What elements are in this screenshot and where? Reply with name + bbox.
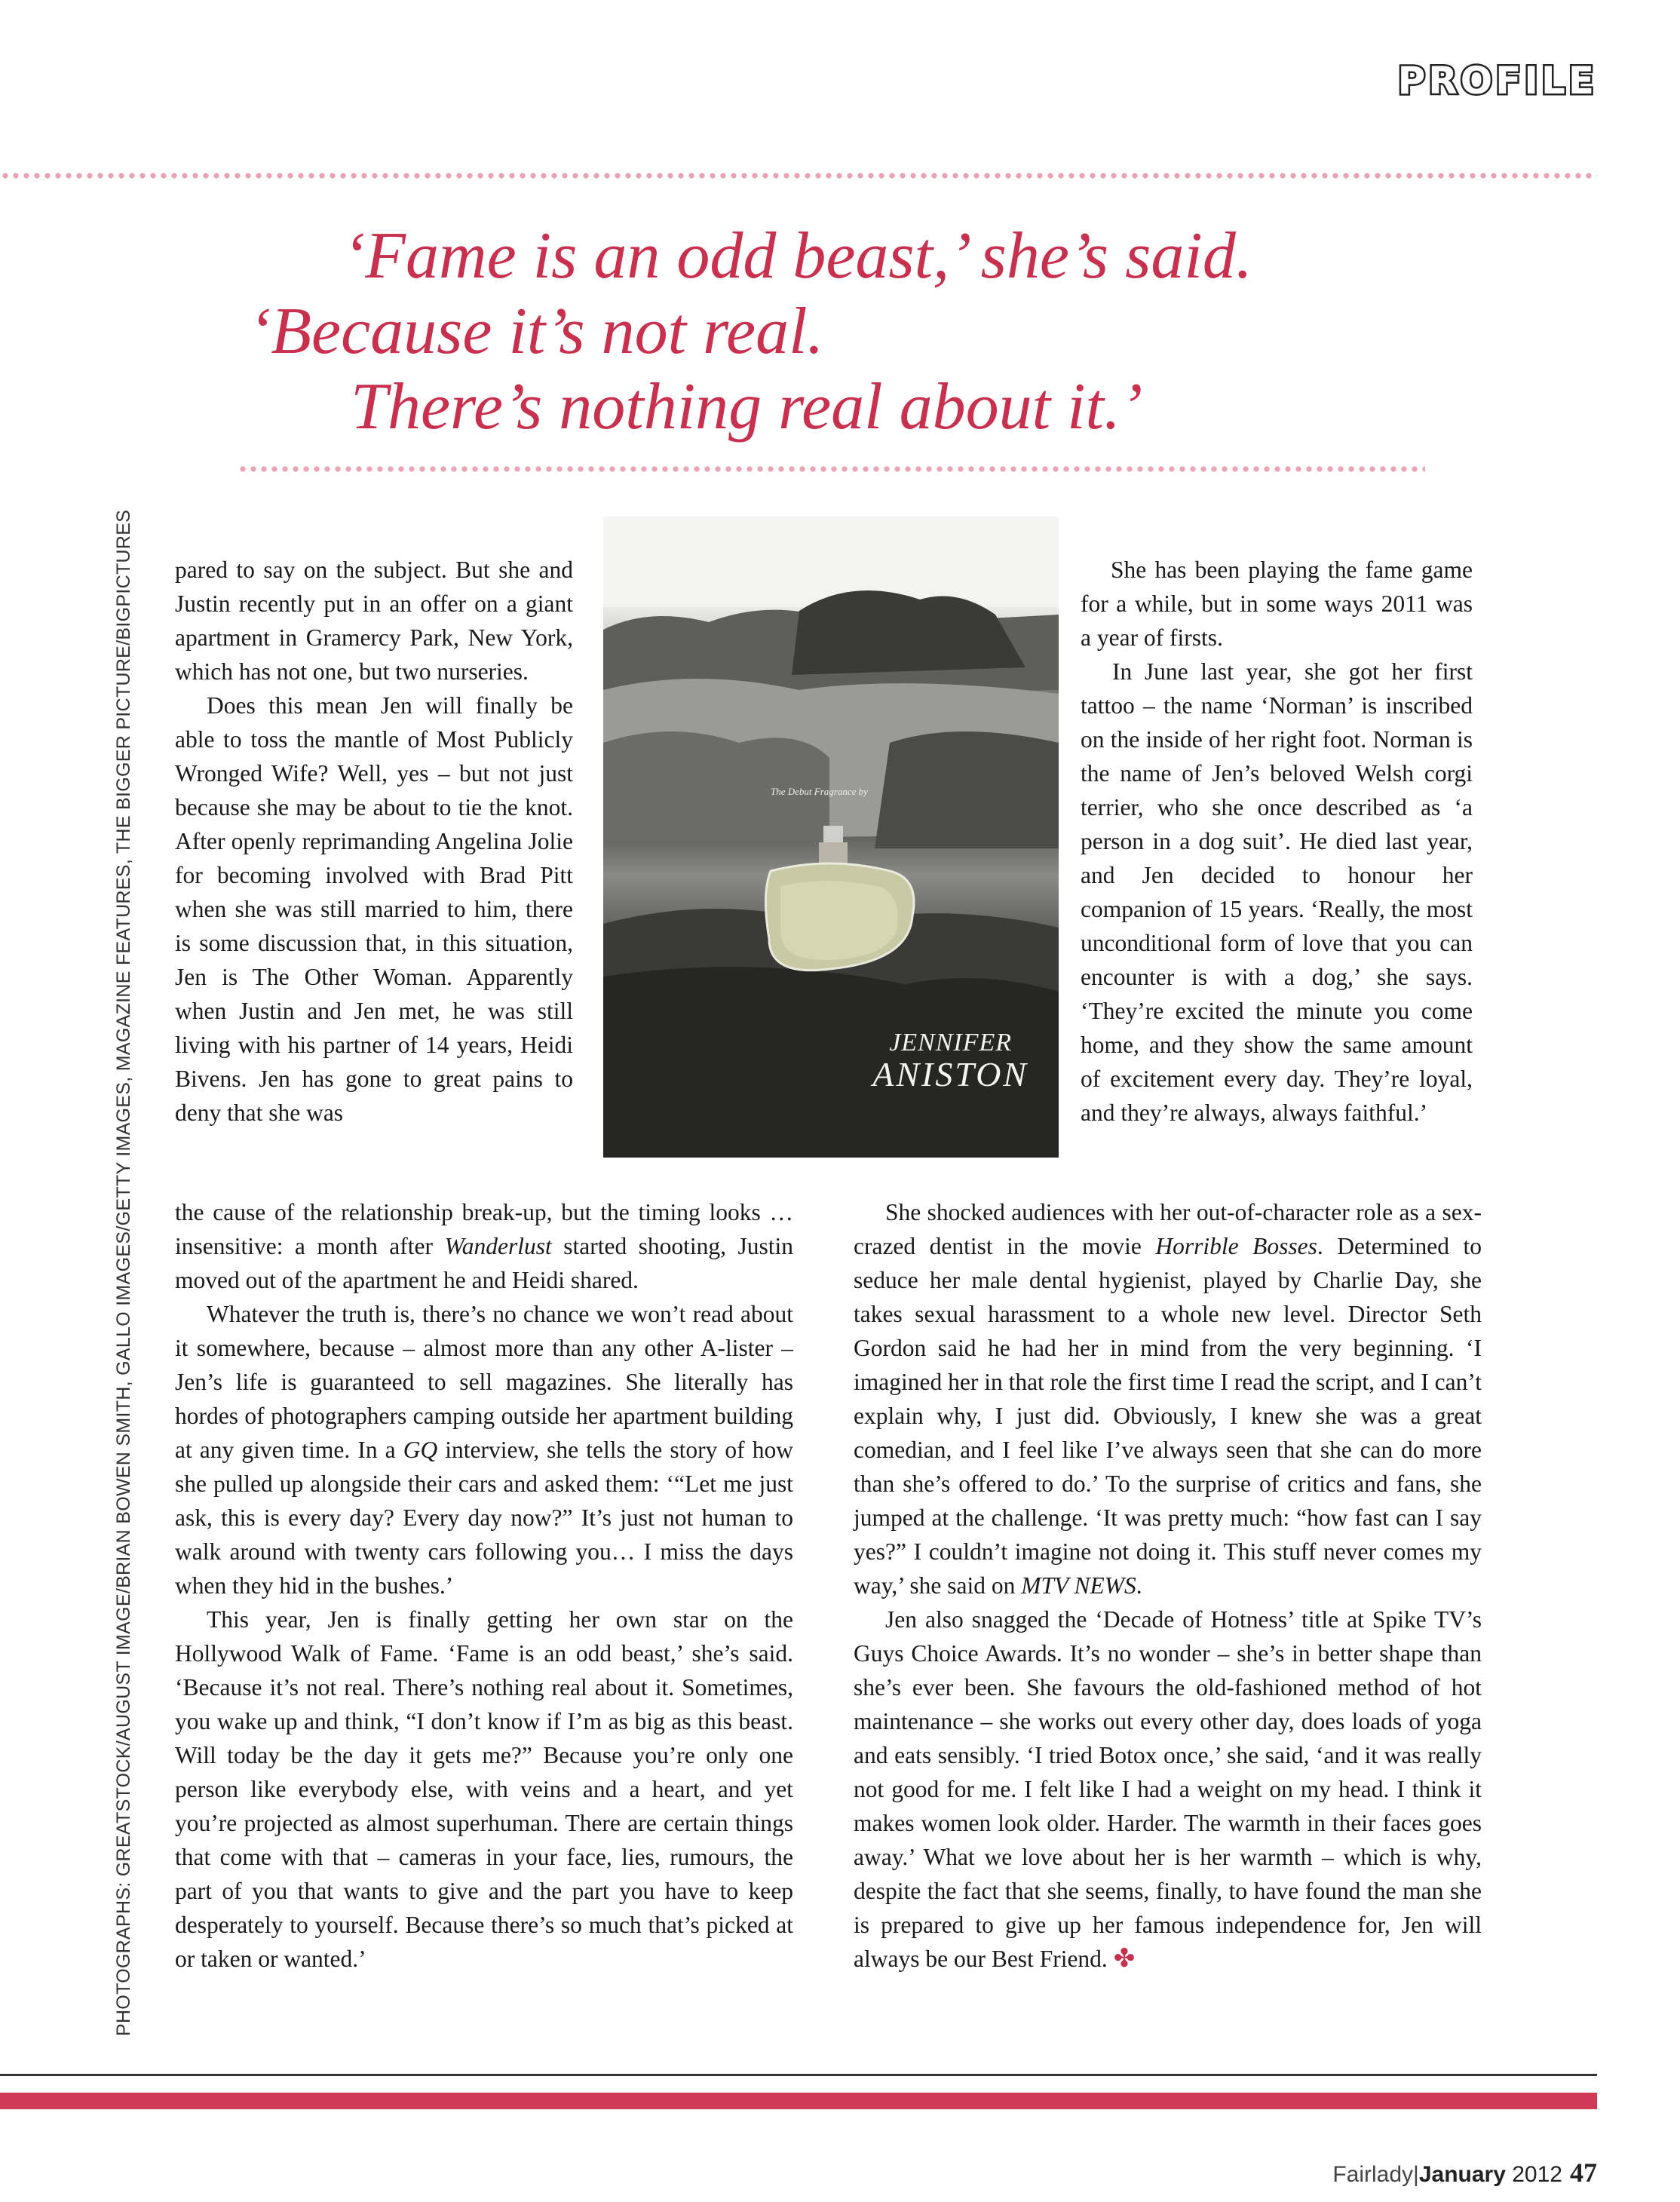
- page-footer: [1332, 2157, 1597, 2188]
- paragraph: pared to say on the subject. But she and Justin recently put in an offer on a giant apartment in Gramercy Park, New York, which has not one, but two nurseries.: [175, 557, 573, 685]
- left-column-top: [175, 553, 573, 1130]
- magazine-name: Fairlady: [1332, 2162, 1414, 2187]
- paragraph: Does this mean Jen will finally be able to toss the mantle of Most Publicly Wronged Wife? Well, yes – but not just because she may be about to tie the knot. After openly reprimanding Angelina Jolie for becoming involved with Brad Pitt when she was still married to him, there is some discussion that, in this situation, Jen is The Other Woman. Apparently when Justin and Jen met, he was still living with his partner of 14 years, Heidi Bivens. Jen has gone to great pains to deny that she was: [175, 692, 573, 1126]
- page-number: 47: [1570, 2158, 1597, 2188]
- end-mark-icon: ✤: [1113, 1945, 1136, 1973]
- paragraph: This year, Jen is finally getting her own star on the Hollywood Walk of Fame. ‘Fame is an odd beast,’ she’s said. ‘Because it’s not real. There’s nothing real about it. Sometimes, you wake up and think, “I don’t know if I’m as big as this beast. Will today be the day it gets me?” Because you’re only one person like everybody else, with veins and a heart, and yet you’re projected as almost superhuman. There are certain things that come with that – cameras in your face, lies, rumours, the part of you that wants to give and the part you have to keep desperately to yourself. Because there’s so much that’s picked at or taken or wanted.’: [175, 1606, 793, 1972]
- top-dotted-rule: [0, 172, 1597, 179]
- outlet-name: MTV NEWS: [1021, 1572, 1136, 1599]
- pull-quote-line-3: There’s nothing real about it.’: [351, 370, 1143, 443]
- left-column-bottom: [175, 1195, 793, 1976]
- paragraph: Whatever the truth is, there’s no chance we won’t read about it somewhere, because – almost more than any other A-lister – Jen’s life is guaranteed to sell magazines. She literally has hordes of photographers camping outside her apartment building at any given time. In a GQ interview, she tells the story of how she pulled up alongside their cars and asked them: ‘“Let me just ask, this is every day? Every day now?” It’s just not human to walk around with twenty cars following you… I miss the days when they hid in the bushes.’: [175, 1301, 793, 1599]
- footer-separator: |: [1413, 2162, 1419, 2187]
- paragraph: Jen also snagged the ‘Decade of Hotness’ title at Spike TV’s Guys Choice Awards. It’s no wonder – she’s in better shape than she’s ever been. She favours the old-fashioned method of hot maintenance – she works out every other day, does loads of yoga and eats sensibly. ‘I tried Botox once,’ she said, ‘and it was really not good for me. I felt like I had a weight on my head. I think it makes women look older. Harder. The warmth in their faces goes away.’ What we love about her is her warmth – which is why, despite the fact that she seems, finally, to have found the man she is prepared to give up her famous independence for, Jen will always be our Best Friend. ✤: [854, 1606, 1482, 1973]
- ad-tagline: The Debut Fragrance by: [771, 786, 868, 797]
- brand-line-2: ANISTON: [872, 1055, 1029, 1093]
- pull-quote-line-1: ‘Fame is an odd beast,’ she’s said.: [343, 219, 1252, 293]
- film-title: Horrible Bosses: [1155, 1233, 1317, 1259]
- paragraph: In June last year, she got her first tattoo – the name ‘Norman’ is inscribed on the inside of her right foot. Norman is the name of Jen’s beloved Welsh corgi terrier, who she once described as ‘a person in a dog suit’. He died last year, and Jen decided to honour her companion of 15 years. ‘Really, the most unconditional form of love that you can encounter is with a dog,’ she says. ‘They’re excited the minute you come home, and they show the same amount of excitement every day. They’re loyal, and they’re always, always faithful.’: [1081, 658, 1473, 1126]
- footer-rule-thin: [0, 2074, 1597, 2076]
- pull-quote-dotted-rule: [238, 465, 1425, 473]
- magazine-title: GQ: [403, 1437, 438, 1463]
- footer-rule-red: [0, 2093, 1597, 2109]
- ad-brand-name: [872, 1029, 1029, 1093]
- film-title: Wanderlust: [444, 1233, 552, 1259]
- pull-quote-line-2: ‘Because it’s not real.: [249, 295, 824, 368]
- issue-month: January: [1418, 2162, 1506, 2187]
- right-column-top: [1081, 553, 1473, 1130]
- right-column-bottom: [854, 1195, 1482, 1976]
- paragraph: the cause of the relationship break-up, but the timing looks … insensitive: a month after Wanderlust started shooting, Justin moved out of the apartment he and Heidi shared.: [175, 1199, 793, 1293]
- issue-year: 2012: [1512, 2162, 1562, 2187]
- brand-line-1: JENNIFER: [889, 1029, 1013, 1057]
- pull-quote: [226, 219, 1433, 445]
- paragraph: She shocked audiences with her out-of-character role as a sex-crazed dentist in the movie Horrible Bosses. Determined to seduce her male dental hygienist, played by Charlie Day, she takes sexual harassment to a whole new level. Director Seth Gordon said he had her in mind from the very beginning. ‘I imagined her in that role the first time I read the script, and I can’t explain why, I just did. Obviously, I knew she was a great comedian, and I feel like I’ve always seen that she can do more than she’s offered to do.’ To the surprise of critics and fans, she jumped at the challenge. ‘It was pretty much: “how fast can I say yes?” I couldn’t imagine not doing it. This stuff never comes my way,’ she said on MTV NEWS.: [854, 1199, 1482, 1599]
- perfume-ad-image: [603, 517, 1059, 1158]
- paragraph: She has been playing the fame game for a while, but in some ways 2011 was a year of firsts.: [1081, 557, 1473, 651]
- section-label: PROFILE: [1397, 59, 1597, 103]
- photo-credit: PHOTOGRAPHS: GREATSTOCK/AUGUST IMAGE/BRIAN BOWEN SMITH, GALLO IMAGES/GETTY IMAGES, MAGAZINE FEATURES, THE BIGGER PICTURE/BIGPICTURES: [113, 509, 134, 2036]
